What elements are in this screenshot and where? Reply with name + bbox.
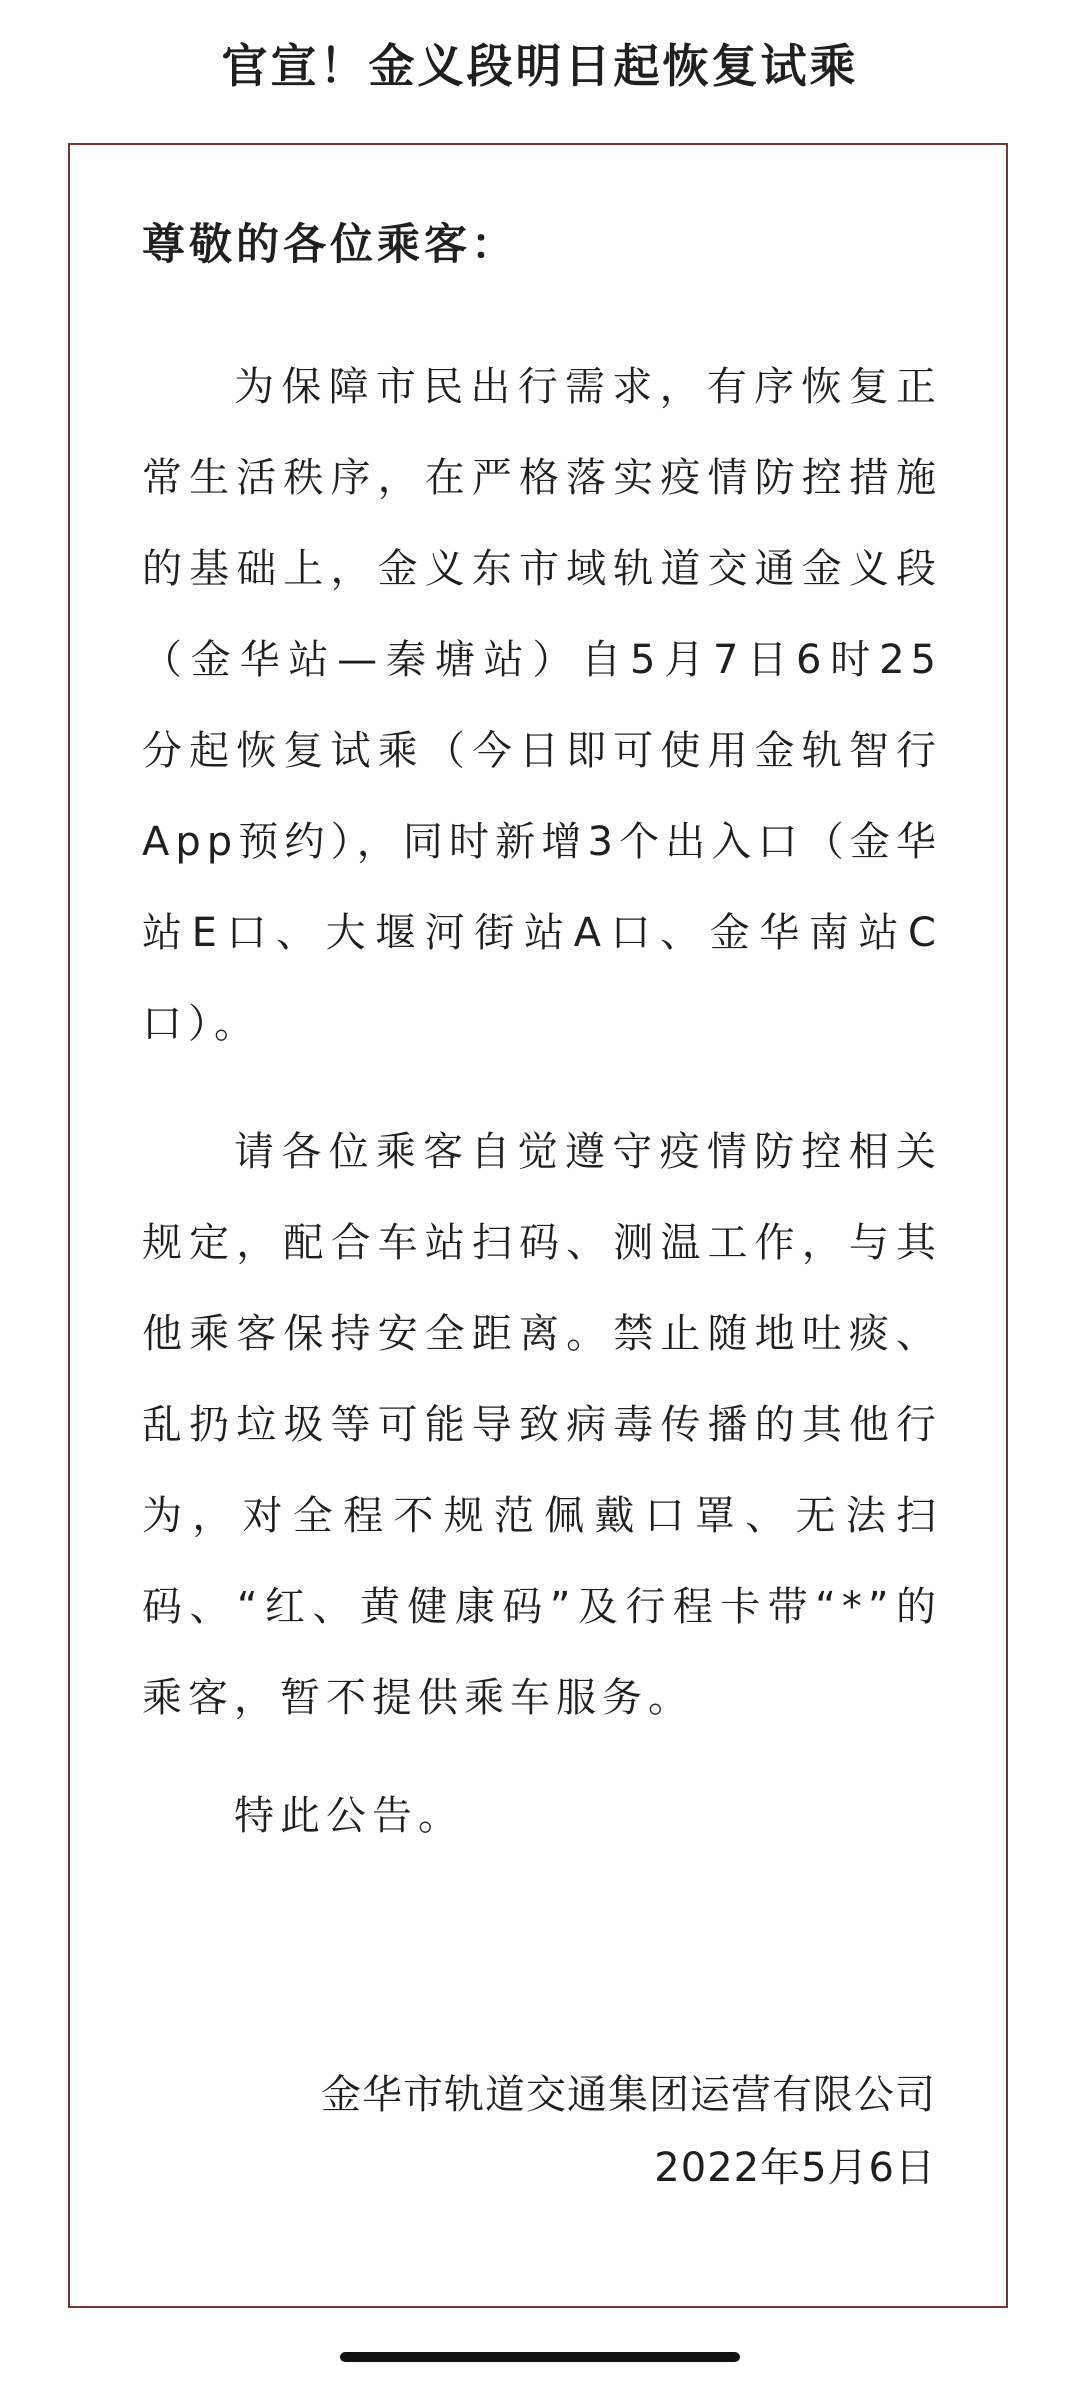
signature-company: 金华市轨道交通集团运营有限公司: [321, 2072, 936, 2118]
salutation: 尊敬的各位乘客：: [142, 220, 518, 270]
notice-box: [68, 143, 1008, 2308]
notice-paragraph-1: 为保障市民出行需求，有序恢复正常生活秩序，在严格落实疫情防控措施的基础上，金义东市域轨道交通金义段（金华站—秦塘站）自5月7日6时25分起恢复试乘（今日即可使用金轨智行App预约），同时新增3个出入口（金华站E口、大堰河街站A口、金华南站C口）。: [142, 364, 942, 1047]
notice-paragraph-3: 特此公告。: [234, 1793, 464, 1839]
page-title: 官宣！金义段明日起恢复试乘: [221, 39, 859, 93]
home-indicator[interactable]: [340, 2352, 740, 2362]
signature-date: 2022年5月6日: [654, 2145, 936, 2191]
notice-paragraph-2: 请各位乘客自觉遵守疫情防控相关规定，配合车站扫码、测温工作，与其他乘客保持安全距离。禁止随地吐痰、乱扔垃圾等可能导致病毒传播的其他行为，对全程不规范佩戴口罩、无法扫码、“红、黄健康码”及行程卡带“*”的乘客，暂不提供乘车服务。: [142, 1129, 942, 1721]
